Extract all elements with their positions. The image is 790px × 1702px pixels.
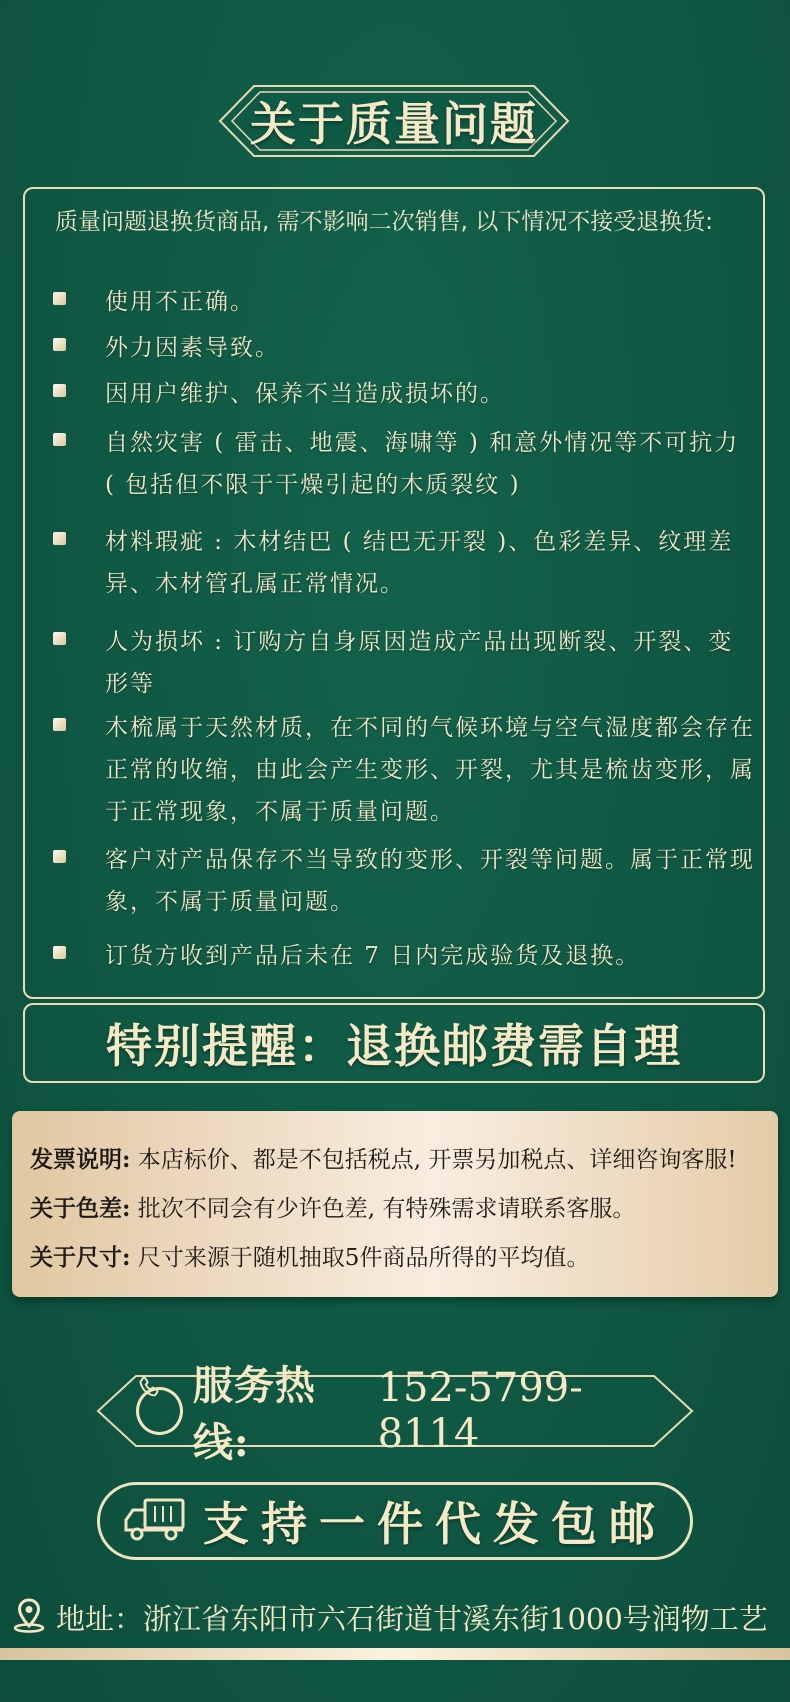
hotline-number[interactable]: 152-5799-8114 — [377, 1365, 583, 1457]
quality-policy-box: 质量问题退换货商品, 需不影响二次销售, 以下情况不接受退换货: 使用不正确。 外力因素导致。 因用户维护、保养不当造成损坏的。 自然灾害 ( 雷击、地震、海啸等 ) 和意外情况等不可抗力 ( 包括但不限于干燥引起的木质裂纹 ) 材料瑕疵 : 木材结巴 ( 结巴无开裂 )、色彩差异、纹理差异、木材管孔属正常情况。 人为损坏 : 订购方自身原因造成产品出现断裂、开裂、变形等 木梳属于天然材质，在不同的气候环境与空气湿度都会存在正常的收缩，由此会产生变形、开裂，尤其是梳齿变形，属于正常现象，不属于质量问题。 客户对产品保存不当导致的变形、开裂等问题。属于正常现象，不属于质量问题。 订货方收到产品后未在 7 日内完成验货及退换。 — [23, 187, 765, 999]
bottom-divider — [0, 1648, 790, 1660]
notes-card — [12, 1111, 778, 1297]
truck-icon — [123, 1496, 187, 1546]
bullet-icon — [53, 292, 66, 305]
shipping-text: 支持一件代发包邮 — [203, 1497, 667, 1551]
bullet-icon — [53, 532, 66, 545]
bullet-icon — [53, 850, 66, 863]
note-color: 关于色差: 批次不同会有少许色差, 有特殊需求请联系客服。 — [30, 1195, 636, 1222]
bullet-icon — [53, 433, 66, 446]
hotline-label: 服务热线: — [192, 1362, 316, 1466]
bullet-icon — [53, 946, 66, 959]
bullet-icon — [53, 338, 66, 351]
note-invoice: 发票说明: 本店标价、都是不包括税点, 开票另加税点、详细咨询客服! — [30, 1146, 737, 1173]
special-reminder: 特别提醒：退换邮费需自理 — [23, 1003, 765, 1083]
page-title: 关于质量问题 — [250, 97, 538, 151]
bullet-icon — [53, 384, 66, 397]
phone-icon — [136, 1387, 183, 1435]
service-hotline[interactable] — [96, 1362, 694, 1466]
bullet-icon — [53, 718, 66, 731]
free-shipping-badge — [97, 1482, 693, 1560]
quality-intro: 质量问题退换货商品, 需不影响二次销售, 以下情况不接受退换货: — [55, 209, 713, 235]
note-size: 关于尺寸: 尺寸来源于随机抽取5件商品所得的平均值。 — [30, 1244, 590, 1271]
address — [12, 1595, 782, 1639]
location-pin-icon — [12, 1597, 46, 1637]
bullet-icon — [53, 632, 66, 645]
title-banner — [218, 84, 570, 158]
address-text: 地址：浙江省东阳市六石街道甘溪东街1000号润物工艺 — [56, 1601, 768, 1636]
